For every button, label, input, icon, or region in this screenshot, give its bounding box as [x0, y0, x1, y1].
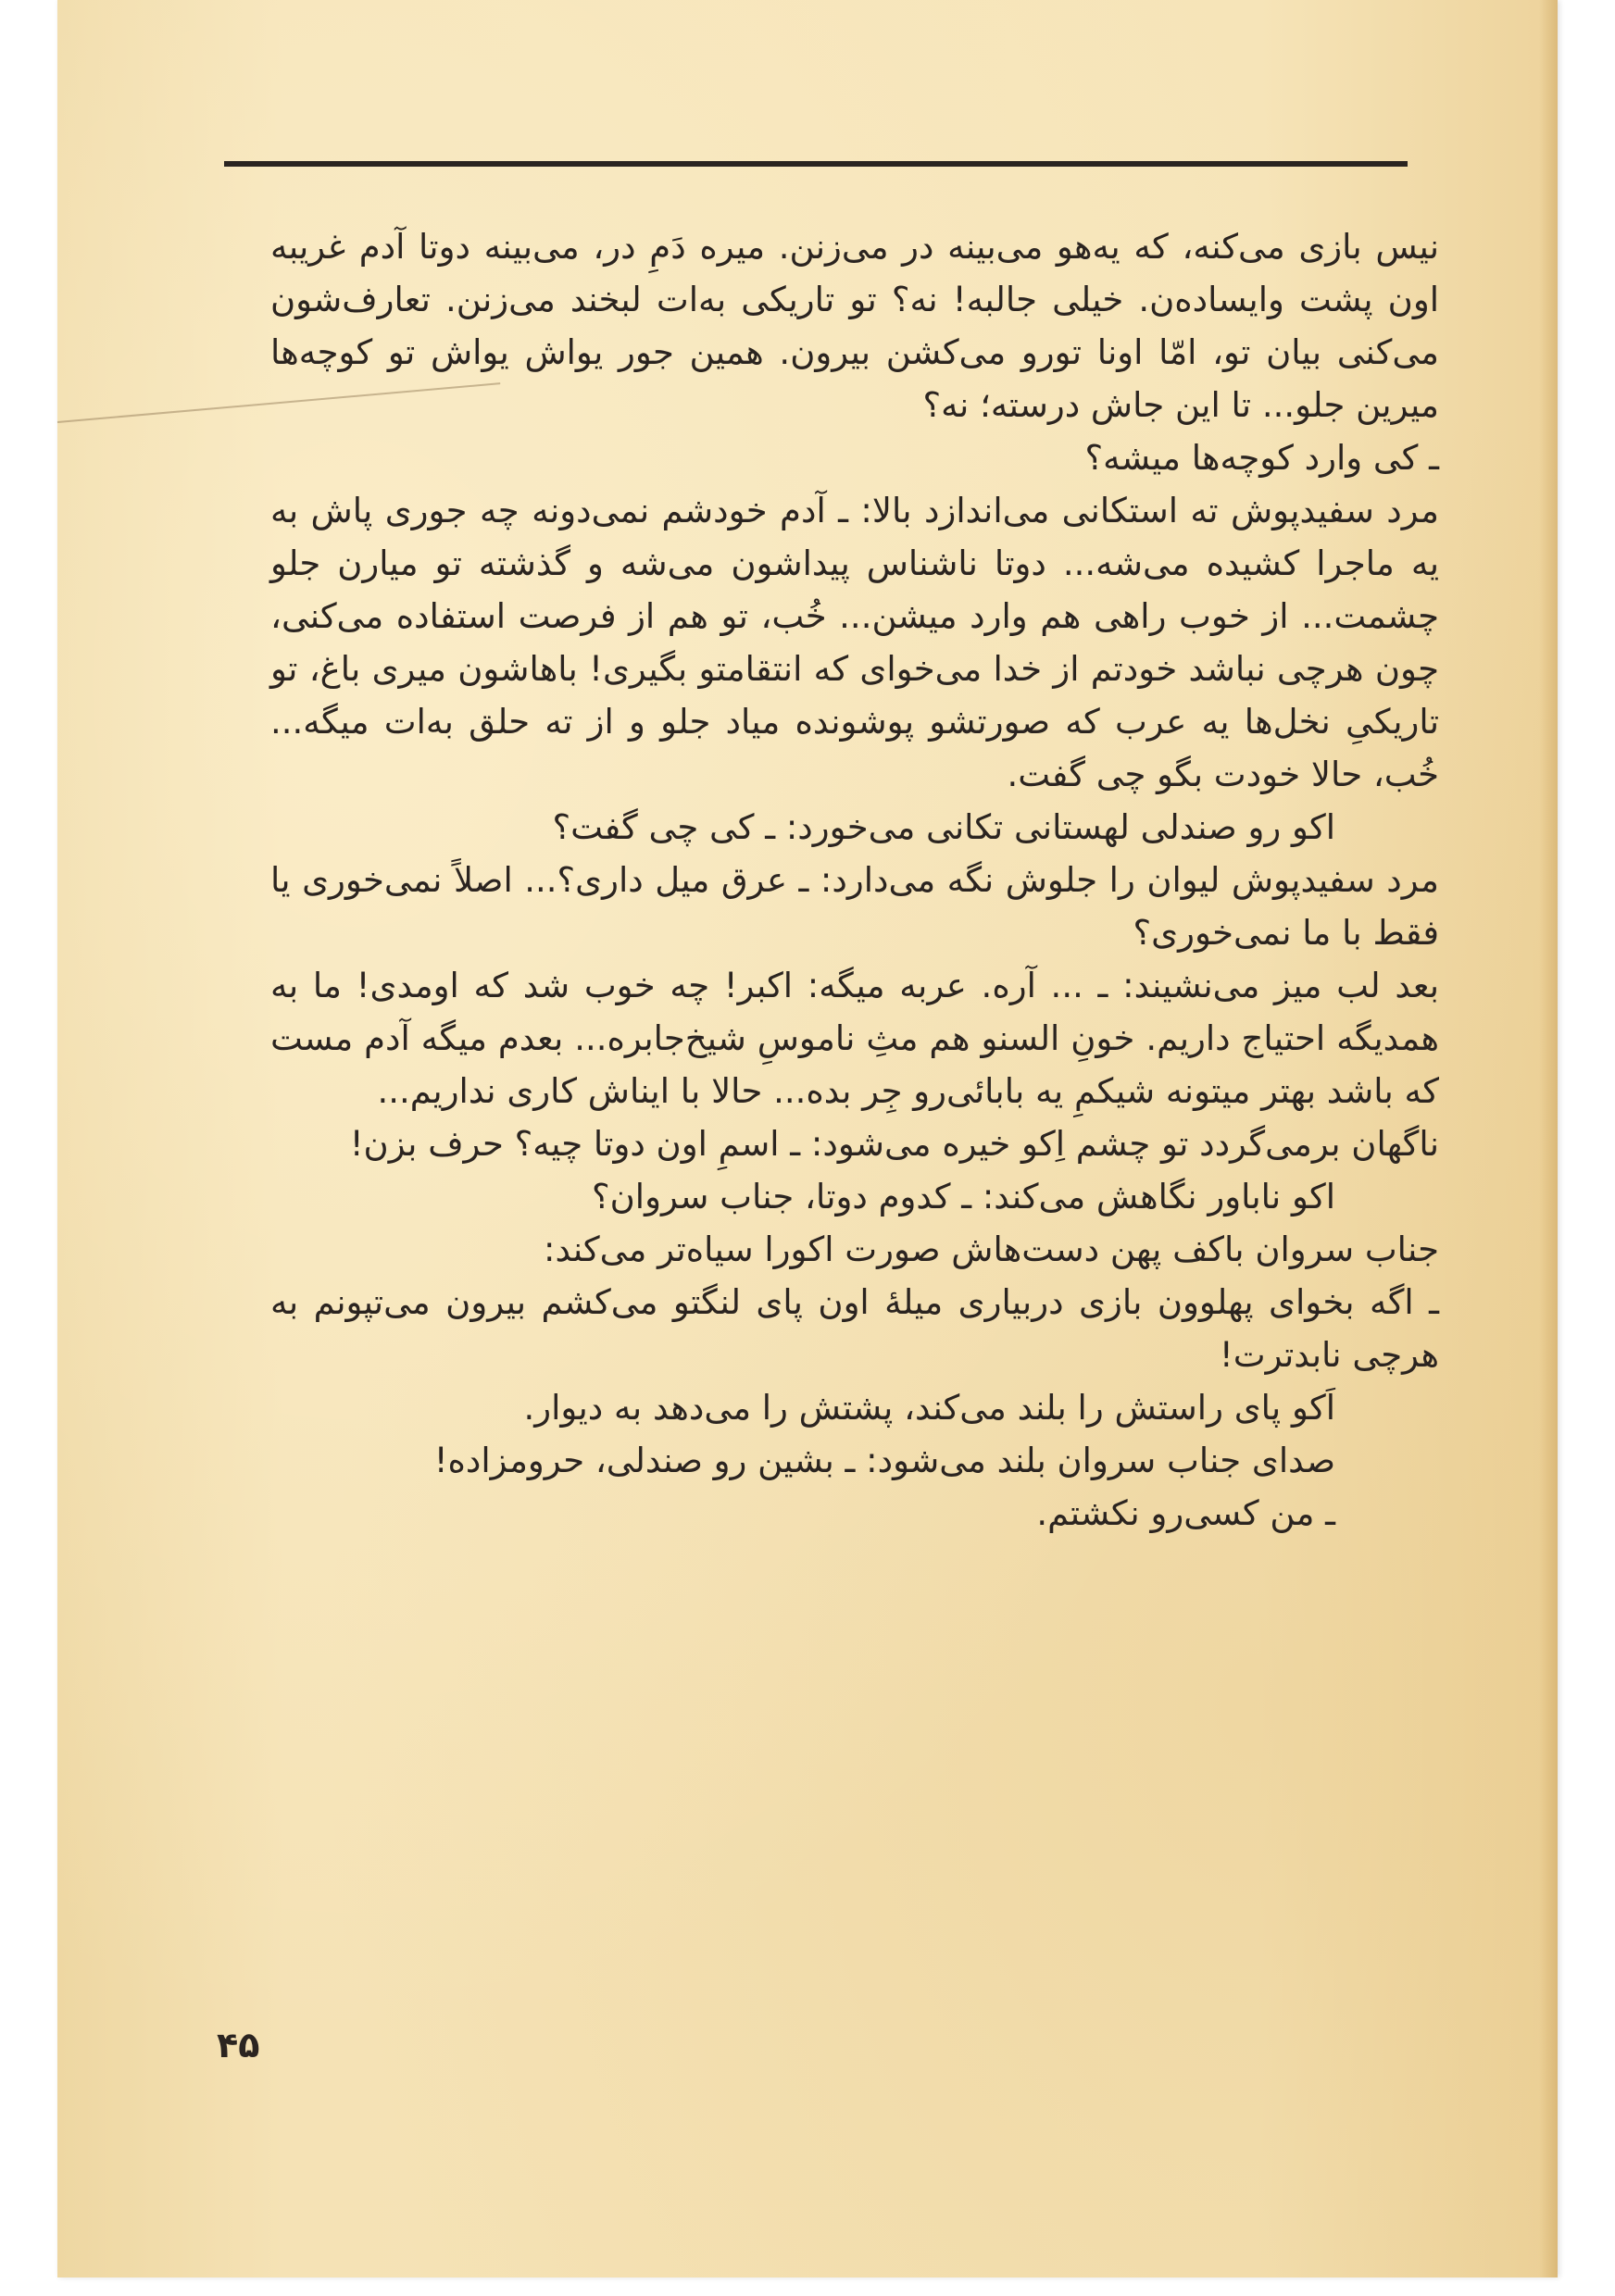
paragraph: اکو ناباور نگاهش می‌کند: ـ کدوم دوتا، جناب سروان؟	[591, 1177, 1335, 1217]
paragraph: مرد سفیدپوش ته استکانی می‌اندازد بالا: ـ آدم خودشم نمی‌دونه چه جوری پاش به یه ماجرا کشیده می‌شه... دوتا ناشناس پیداشون می‌شه و گذشته تو میارن جلو چشمت... از خوب راهی هم وارد میشن... خُب، تو هم از فرصت استفاده می‌کنی، چون هرچی نباشد خودتم از خدا می‌خوای که انتقامتو بگیری! باهاشون میری باغ، تو تاریکیِ نخل‌ها یه عرب که صورتشو پوشونده میاد جلو و از ته حلق به‌ات میگه... خُب، حالا خودت بگو چی گفت.	[270, 491, 1439, 794]
paragraph: ـ کی وارد کوچه‌ها میشه؟	[1084, 438, 1439, 478]
paragraph: مرد سفیدپوش لیوان را جلوش نگه می‌دارد: ـ عرق میل داری؟... اصلاً نمی‌خوری یا فقط با ما نمی‌خوری؟	[270, 860, 1439, 953]
paragraph: ـ اگه بخوای پهلوون بازی دربیاری میلهٔ اون پای لنگتو می‌کشم بیرون می‌تپونم به هرچی نابدترت!	[270, 1282, 1439, 1375]
paragraph: نیس بازی می‌کنه، که یه‌هو می‌بینه در می‌زنن. میره دَمِ در، می‌بینه دوتا آدم غریبه اون پشت وایساده‌ن. خیلی جالبه! نه؟ تو تاریکی به‌ات لبخند می‌زنن. تعارف‌شون می‌کنی بیان تو، امّا اونا تورو می‌کشن بیرون. همین جور یواش یواش تو کوچه‌ها میرین جلو... تا این جاش درسته؛ نه؟	[270, 227, 1439, 425]
page-number: ۴۵	[217, 2025, 260, 2065]
paragraph: بعد لب میز می‌نشیند: ـ ... آره. عربه میگه: اکبر! چه خوب شد که اومدی! ما به همدیگه احتیاج داریم. خونِ السنو هم مثِ ناموسِ شیخ‌جابره... بعدم میگه آدم مست که باشد بهتر میتونه شیکمِ یه بابائی‌رو جِر بده... حالا با ایناش کاری نداریم...	[270, 966, 1439, 1111]
paragraph: ناگهان برمی‌گردد تو چشم اِکو خیره می‌شود: ـ اسمِ اون دوتا چیه؟ حرف بزن!	[349, 1124, 1439, 1164]
page-edge-shadow	[1539, 0, 1558, 2277]
book-page	[57, 0, 1558, 2277]
paragraph: ـ من کسی‌رو نکشتم.	[1036, 1493, 1335, 1533]
header-rule	[224, 161, 1408, 167]
paragraph: اکو رو صندلی لهستانی تکانی می‌خورد: ـ کی چی گفت؟	[552, 807, 1335, 847]
paragraph: جناب سروان باکف پهن دست‌هاش صورت اکورا سیاه‌تر می‌کند:	[544, 1229, 1439, 1269]
body-text	[270, 220, 1439, 1540]
paragraph: اَکو پای راستش را بلند می‌کند، پشتش را می‌دهد به دیوار.	[523, 1388, 1335, 1428]
paragraph: صدای جناب سروان بلند می‌شود: ـ بشین رو صندلی، حرومزاده!	[433, 1441, 1335, 1480]
